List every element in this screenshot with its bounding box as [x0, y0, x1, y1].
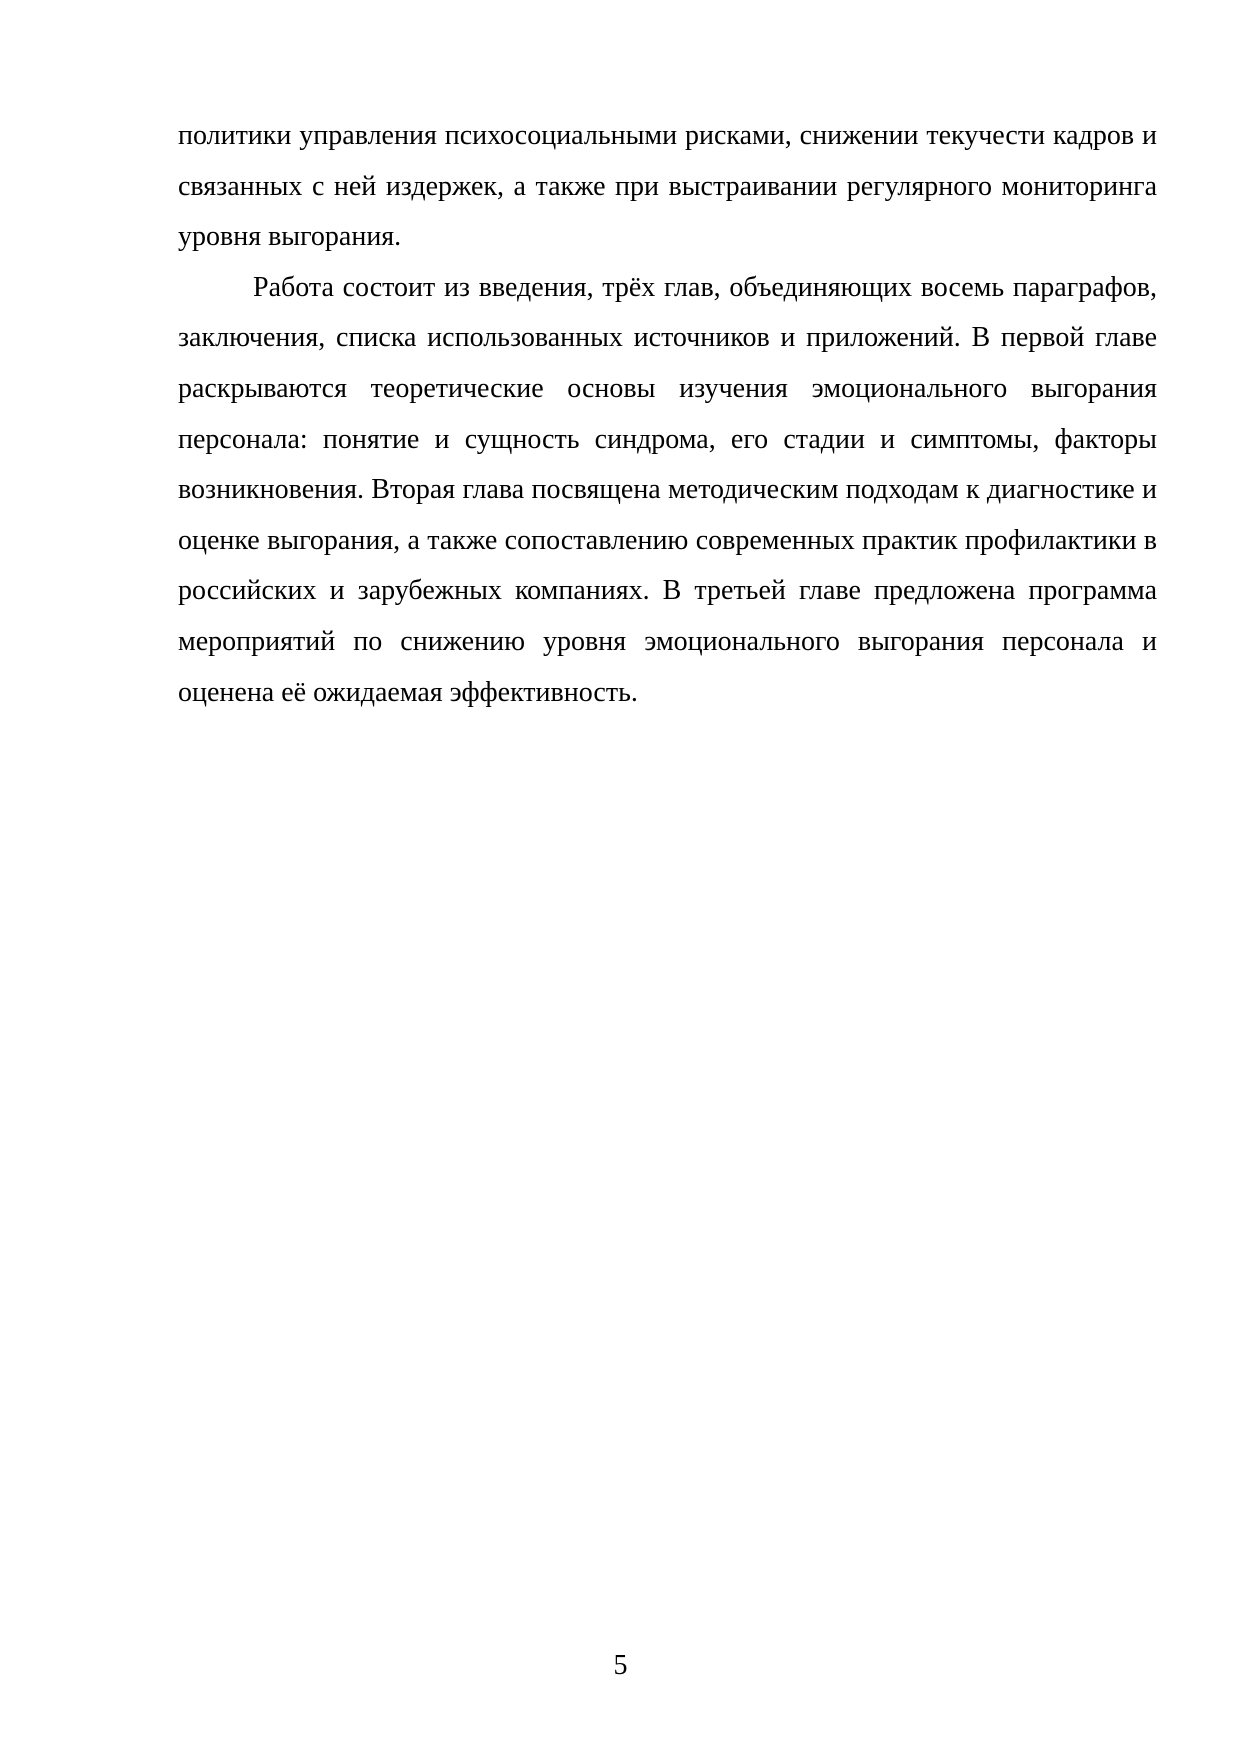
page-number: 5: [613, 1650, 628, 1681]
paragraph-continuation: политики управления психосоциальными рисками, снижении текучести кадров и связанных с ней издержек, а также при выстраивании регулярного мониторинга уровня выгорания.: [178, 120, 1157, 253]
document-body: [178, 111, 1157, 718]
paragraph-structure-overview: Работа состоит из введения, трёх глав, объединяющих восемь параграфов, заключения, списка использованных источников и приложений. В первой главе раскрываются теоретические основы изучения эмоционального выгорания персонала: понятие и сущность синдрома, его стадии и симптомы, факторы возникновения. Вторая глава посвящена методическим подходам к диагностике и оценке выгорания, а также сопоставлению современных практик профилактики в российских и зарубежных компаниях. В третьей главе предложена программа мероприятий по снижению уровня эмоционального выгорания персонала и оценена её ожидаемая эффективность.: [178, 271, 1157, 708]
